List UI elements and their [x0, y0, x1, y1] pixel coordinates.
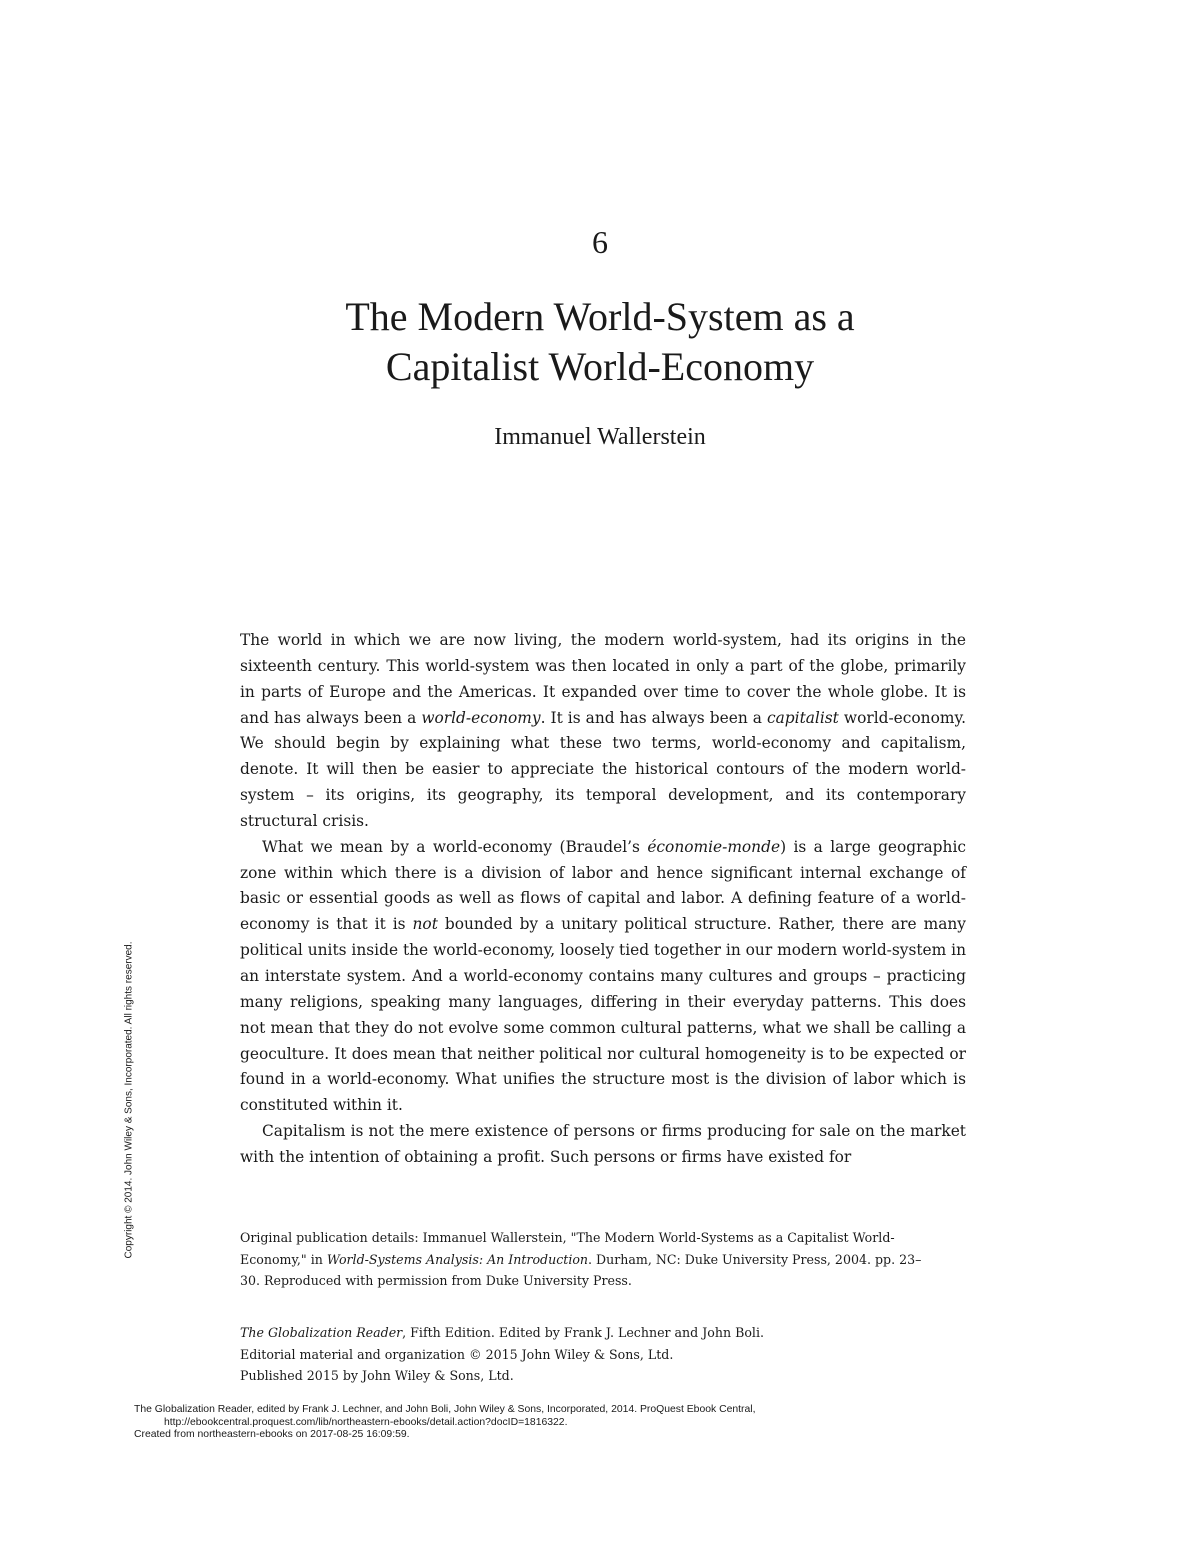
paragraph-1-text-a: The world in which we are now living, the modern world-system, had its origins in the sixteenth century. This world-system was then located in only a part of the globe, primarily in parts of Europe and the Americas. It expanded over time to cover the whole globe. It is and has always been a [240, 631, 966, 727]
paragraph-2 [240, 835, 966, 1119]
imprint [240, 1322, 940, 1387]
chapter-title-line-1: The Modern World-System as a [345, 294, 855, 339]
original-publication-note [240, 1227, 940, 1292]
footnote-text-b: . Durham, NC: Duke University Press, 2004. pp. 23–30. Reproduced with permission from Duke University Press. [240, 1251, 922, 1288]
chapter-number: 6 [592, 224, 608, 260]
paragraph-1-emphasis-1: world-economy [421, 708, 541, 727]
imprint-line-2: Editorial material and organization © 2015 John Wiley & Sons, Ltd. [240, 1346, 674, 1362]
body-text [240, 628, 966, 1171]
chapter-title-line-2: Capitalist World-Economy [385, 344, 815, 389]
paragraph-1-emphasis-2: capitalist [767, 708, 839, 727]
imprint-line-1-rest: , Fifth Edition. Edited by Frank J. Lechner and John Boli. [402, 1325, 764, 1340]
footer-line-1: The Globalization Reader, edited by Frank J. Lechner, and John Boli, John Wiley & Sons, Incorporated, 2014. ProQuest Ebook Central, [134, 1404, 756, 1415]
author-name: Immanuel Wallerstein [494, 424, 706, 450]
footnote-source-title: World-Systems Analysis: An Introduction [326, 1251, 589, 1267]
chapter-title [200, 292, 1000, 392]
footer-url[interactable]: http://ebookcentral.proquest.com/lib/northeastern-ebooks/detail.action?docID=1816322. [164, 1416, 568, 1428]
paragraph-1-text-b: . It is and has always been a [540, 708, 767, 727]
footer-line-3: Created from northeastern-ebooks on 2017-08-25 16:09:59. [134, 1429, 410, 1440]
imprint-line-3: Published 2015 by John Wiley & Sons, Ltd. [240, 1368, 514, 1383]
paragraph-2-emphasis-2: not [412, 915, 438, 934]
paragraph-1-text-c: world-economy. We should begin by explaining what these two terms, world-economy and capitalism, denote. It will then be easier to appreciate the historical contours of the modern world-system – its origins, its geography, its temporal development, and its contemporary structural crisis. [240, 708, 966, 830]
paragraph-2-text-b: ) is a large geographic zone within which there is a division of labor and hence significant internal exchange of basic or essential goods as well as flows of capital and labor. A defining feature of a world-economy is that it is [240, 837, 966, 934]
paragraph-1 [240, 628, 966, 835]
paragraph-2-text-c: bounded by a unitary political structure. Rather, there are many political units inside the world-economy, loosely tied together in our modern world-system in an interstate system. And a world-economy contains many cultures and groups – practicing many religions, speaking many languages, differing in their everyday patterns. This does not mean that they do not evolve some common cultural patterns, what we shall be calling a geoculture. It does mean that neither political nor cultural homogeneity is to be expected or found in a world-economy. What unifies the structure most is the division of labor which is constituted within it. [240, 915, 966, 1115]
page-footer [134, 1404, 894, 1442]
footnote-text-a: Original publication details: Immanuel Wallerstein, "The Modern World-Systems as a Capitalist World-Economy," in [240, 1230, 895, 1267]
imprint-book-title: The Globalization Reader [240, 1325, 403, 1340]
paragraph-2-text-a: What we mean by a world-economy (Braudel’s [262, 837, 648, 856]
paragraph-2-emphasis-1: économie-monde [647, 837, 781, 856]
paragraph-3: Capitalism is not the mere existence of persons or firms producing for sale on the market with the intention of obtaining a profit. Such persons or firms have existed for [240, 1122, 966, 1166]
imprint-line-1 [240, 1322, 940, 1344]
copyright-text: Copyright © 2014. John Wiley & Sons, Incorporated. All rights reserved. [123, 941, 135, 1259]
